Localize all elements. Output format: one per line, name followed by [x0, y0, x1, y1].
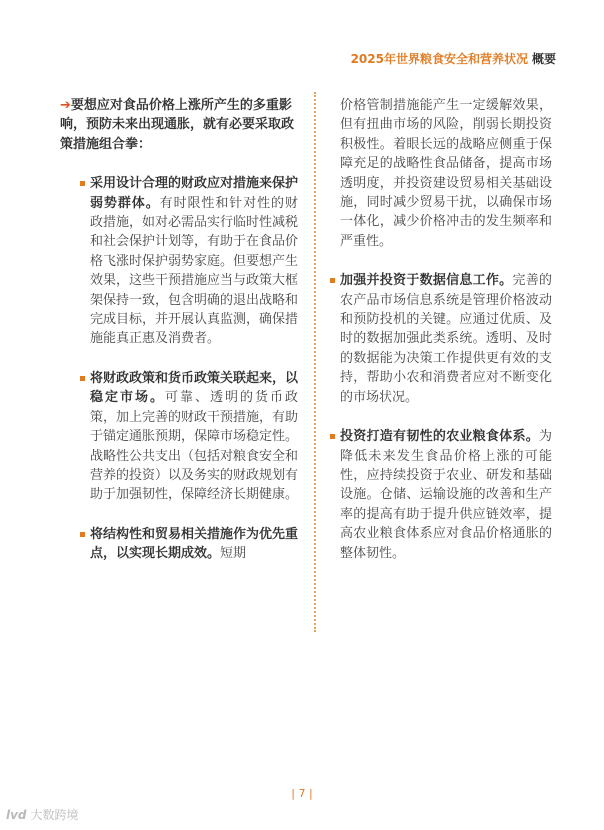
bullet-square-icon — [330, 434, 335, 439]
bullet-fiscal-response — [60, 174, 298, 349]
bullet-heading: 投资打造有韧性的农业粮食体系。 — [340, 429, 539, 445]
watermark-text: 大数跨境 — [30, 808, 79, 822]
bullet-square-icon — [80, 376, 85, 381]
bullet-body: 可靠、透明的货币政策，加上完善的财政干预措施，有助于锚定通胀预期，保障市场稳定性。战略性公共支出（包括对粮食安全和营养的投资）以及务实的财政规划有助于加强韧性，保障经济长期健康。 — [90, 390, 299, 503]
bullet-fiscal-monetary — [60, 369, 298, 505]
bullet-heading: 将财政政策和货币政策关联起来，以稳定市场。 — [90, 370, 299, 406]
bullet-body: 完善的农产品市场信息系统是管理价格波动和预防投机的关键。应通过优质、及时的数据加强此类系统。透明、及时的数据能为决策工作提供更有效的支持，帮助小农和消费者应对不断变化的市场状况。 — [340, 273, 552, 405]
bullet-square-icon — [80, 532, 85, 537]
bullet-square-icon — [80, 181, 85, 186]
page-number: | 7 | — [291, 787, 313, 800]
intro-text: 要想应对食品价格上涨所产生的多重影响，预防未来出现通胀，就有必要采取政策措施组合拳： — [60, 98, 295, 152]
column-divider — [314, 92, 316, 632]
right-column — [340, 96, 552, 583]
intro-paragraph — [60, 96, 298, 154]
bullet-heading: 采用设计合理的财政应对措施来保护弱势群体。 — [90, 176, 299, 211]
bullet-structural-trade — [60, 525, 298, 564]
running-header — [351, 50, 556, 67]
bullet-data-information — [340, 271, 552, 407]
continued-paragraph: 价格管制措施能产生一定缓解效果，但有扭曲市场的风险，削弱长期投资积极性。着眼长远的战略应侧重于保障充足的战略性食品储备，提高市场透明度，并投资建设贸易相关基础设施，同时减少贸易干扰，以确保市场一体化，减少价格冲击的发生频率和严重性。 — [340, 98, 552, 249]
bullet-body: 为降低未来发生食品价格上涨的可能性，应持续投资于农业、研发和基础设施。仓储、运输设施的改善和生产率的提高有助于提升供应链效率，提高农业粮食体系应对食品价格通胀的整体韧性。 — [340, 429, 552, 561]
bullet-body: 有时限性和针对性的财政措施，如对必需品实行临时性减税和社会保护计划等，有助于在食品价格飞涨时保护弱势家庭。但要想产生效果，这些干预措施应当与政策大框架保持一致，包含明确的退出战略和完成目标，并开展认真监测，确保措施能真正惠及消费者。 — [90, 195, 299, 347]
bullet-heading: 加强并投资于数据信息工作。 — [340, 273, 513, 289]
bullet-square-icon — [330, 278, 335, 283]
watermark-logo: lvd — [6, 808, 27, 822]
arrow-icon: ➔ — [60, 98, 71, 113]
bullet-heading: 将结构性和贸易相关措施作为优先重点，以实现长期成效。 — [90, 526, 299, 562]
bullet-resilient-agrifood — [340, 427, 552, 563]
bullet-body: 短期 — [220, 546, 247, 562]
left-column — [60, 96, 298, 584]
section-name: 概要 — [531, 52, 556, 66]
watermark — [6, 806, 79, 823]
report-title: 2025年世界粮食安全和营养状况 — [350, 52, 528, 66]
